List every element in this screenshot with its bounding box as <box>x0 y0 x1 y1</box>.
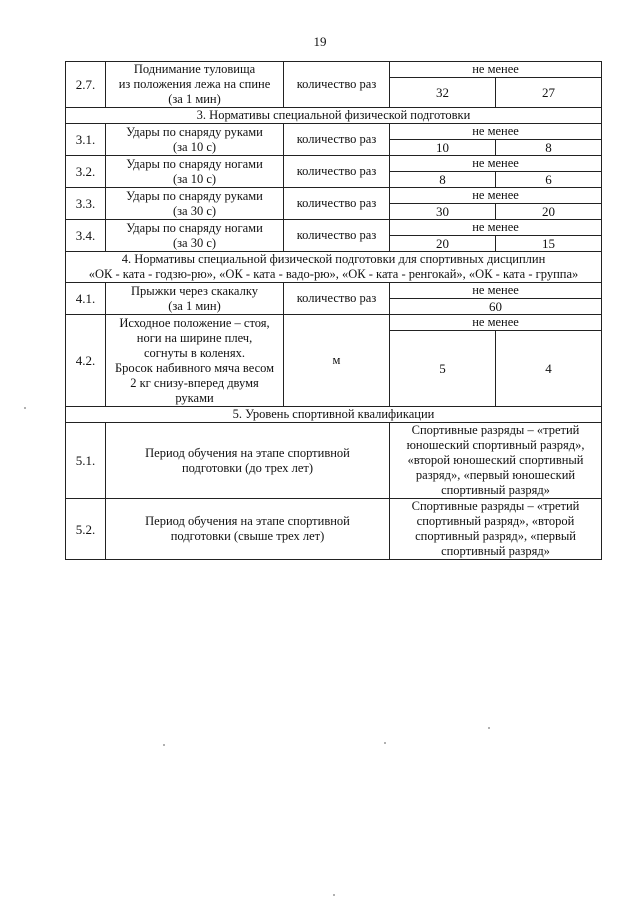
section-heading-line: 4. Нормативы специальной физической подготовки для спортивных дисциплин <box>121 252 546 266</box>
row-number: 3.4. <box>66 220 106 252</box>
exercise-line: ноги на ширине плеч, <box>136 330 253 345</box>
exercise-line: Удары по снаряду руками <box>126 188 263 203</box>
exercise-cell <box>106 499 390 560</box>
result-line: спортивный разряд», «первый <box>415 529 576 543</box>
section-heading <box>66 252 602 283</box>
exercise-line: Удары по снаряду ногами <box>126 220 263 235</box>
exercise-line: (за 10 с) <box>172 171 217 186</box>
table-row <box>66 499 602 560</box>
norm-value-1: 5 <box>390 331 496 407</box>
scan-speck <box>488 727 490 729</box>
exercise-line: 2 кг снизу-вперед двумя <box>130 375 259 390</box>
norm-header: не менее <box>390 188 602 204</box>
row-number: 3.2. <box>66 156 106 188</box>
section-heading-row <box>66 252 602 283</box>
norm-value-2: 20 <box>496 204 602 220</box>
norm-header: не менее <box>390 315 602 331</box>
exercise-cell <box>106 283 284 315</box>
norm-value-1: 30 <box>390 204 496 220</box>
norm-header: не менее <box>390 62 602 78</box>
exercise-line: Удары по снаряду ногами <box>126 156 263 171</box>
table-row <box>66 124 602 140</box>
exercise-line: подготовки (до трех лет) <box>181 460 314 475</box>
section-heading-row <box>66 108 602 124</box>
table-row <box>66 315 602 331</box>
result-cell <box>390 499 602 560</box>
row-number: 5.2. <box>66 499 106 560</box>
section-heading: 5. Уровень спортивной квалификации <box>66 407 602 423</box>
exercise-cell <box>106 188 284 220</box>
result-line: спортивный разряд» <box>441 483 550 497</box>
result-line: спортивный разряд», «второй <box>416 514 575 528</box>
exercise-line: подготовки (свыше трех лет) <box>170 529 325 543</box>
exercise-cell <box>106 156 284 188</box>
exercise-line: (за 1 мин) <box>168 92 221 106</box>
row-number: 4.1. <box>66 283 106 315</box>
exercise-line: руками <box>175 390 214 405</box>
unit-cell: м <box>284 315 390 407</box>
page-number: 19 <box>313 34 327 49</box>
exercise-line: (за 30 с) <box>172 235 217 250</box>
norm-value-2: 15 <box>496 236 602 252</box>
exercise-line: (за 30 с) <box>172 203 217 218</box>
table-row <box>66 156 602 172</box>
unit-cell: количество раз <box>284 220 390 252</box>
norm-value-2: 4 <box>496 331 602 407</box>
unit-cell: количество раз <box>284 62 390 108</box>
section-heading: 3. Нормативы специальной физической подготовки <box>66 108 602 124</box>
norm-value-2: 27 <box>496 78 602 108</box>
exercise-line: из положения лежа на спине <box>118 77 271 91</box>
result-line: Спортивные разряды – «третий <box>411 423 580 437</box>
row-number: 3.3. <box>66 188 106 220</box>
table-row <box>66 188 602 204</box>
scan-speck <box>163 744 165 746</box>
norm-value-2: 8 <box>496 140 602 156</box>
exercise-line: согнуты в коленях. <box>143 345 245 360</box>
norm-header: не менее <box>390 283 602 299</box>
exercise-cell <box>106 62 284 108</box>
norm-header: не менее <box>390 156 602 172</box>
norm-header: не менее <box>390 124 602 140</box>
result-line: разряд», «первый юношеский <box>415 468 576 482</box>
norm-value-1: 10 <box>390 140 496 156</box>
row-number: 2.7. <box>66 62 106 108</box>
result-line: Спортивные разряды – «третий <box>411 499 580 513</box>
exercise-line: Период обучения на этапе спортивной <box>145 445 350 460</box>
exercise-cell <box>106 124 284 156</box>
exercise-line: Прыжки через скакалку <box>131 283 258 298</box>
result-line: «второй юношеский спортивный <box>407 453 584 467</box>
norms-table <box>65 61 602 560</box>
norm-value: 60 <box>390 299 602 315</box>
row-number: 4.2. <box>66 315 106 407</box>
unit-cell: количество раз <box>284 124 390 156</box>
exercise-line: Бросок набивного мяча весом <box>114 360 275 375</box>
scan-speck <box>24 407 26 409</box>
exercise-cell <box>106 220 284 252</box>
row-number: 3.1. <box>66 124 106 156</box>
table-row <box>66 283 602 299</box>
section-heading-line: «ОК - ката - годзю-рю», «ОК - ката - вадо-рю», «ОК - ката - ренгокай», «ОК - ката - группа» <box>88 267 579 281</box>
exercise-cell <box>106 315 284 407</box>
exercise-line: Период обучения на этапе спортивной <box>145 514 350 528</box>
exercise-line: Исходное положение – стоя, <box>119 315 270 330</box>
result-line: юношеский спортивный разряд», <box>406 438 585 452</box>
table-row <box>66 423 602 499</box>
table-row <box>66 62 602 78</box>
exercise-cell <box>106 423 390 499</box>
exercise-line: Поднимание туловища <box>133 62 256 76</box>
section-heading-row <box>66 407 602 423</box>
unit-cell: количество раз <box>284 188 390 220</box>
scan-speck <box>384 742 386 744</box>
exercise-line: (за 10 с) <box>172 139 217 154</box>
exercise-line: (за 1 мин) <box>168 298 221 313</box>
norm-value-1: 8 <box>390 172 496 188</box>
unit-cell: количество раз <box>284 156 390 188</box>
norm-value-1: 32 <box>390 78 496 108</box>
norm-header: не менее <box>390 220 602 236</box>
norm-value-2: 6 <box>496 172 602 188</box>
scan-speck <box>333 894 335 896</box>
table-row <box>66 220 602 236</box>
result-line: спортивный разряд» <box>441 544 550 558</box>
exercise-line: Удары по снаряду руками <box>126 124 263 139</box>
row-number: 5.1. <box>66 423 106 499</box>
unit-cell: количество раз <box>284 283 390 315</box>
result-cell <box>390 423 602 499</box>
norm-value-1: 20 <box>390 236 496 252</box>
